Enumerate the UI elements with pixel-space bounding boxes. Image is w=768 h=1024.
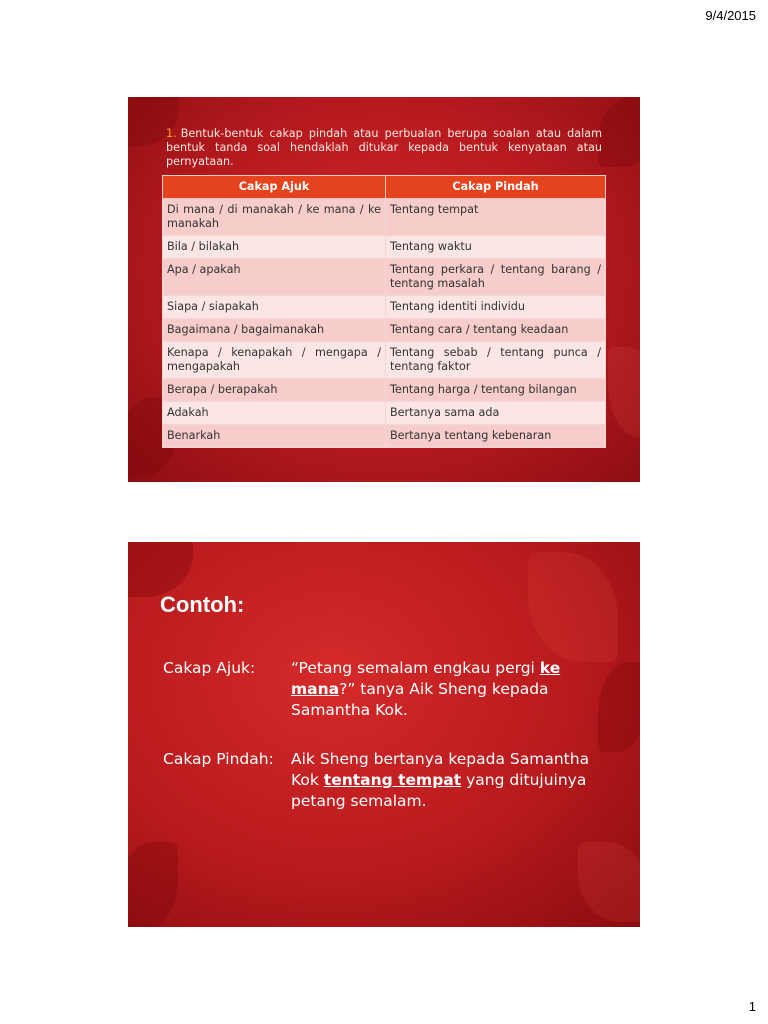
table-row	[163, 425, 606, 448]
table-row	[163, 296, 606, 319]
cell-pindah: Tentang perkara / tentang barang / tentang masalah	[386, 259, 606, 296]
cell-ajuk: Di mana / di manakah / ke mana / ke manakah	[163, 199, 386, 236]
cell-ajuk: Bila / bilakah	[163, 236, 386, 259]
cell-ajuk: Berapa / berapakah	[163, 379, 386, 402]
cakap-ajuk-text	[291, 658, 611, 721]
conversion-table	[162, 175, 606, 448]
text-segment: “Petang semalam engkau pergi	[291, 659, 540, 677]
cell-pindah: Tentang tempat	[386, 199, 606, 236]
cell-pindah: Tentang sebab / tentang punca / tentang faktor	[386, 342, 606, 379]
table-row	[163, 319, 606, 342]
leaf-decoration	[528, 552, 618, 662]
cell-pindah: Tentang cara / tentang keadaan	[386, 319, 606, 342]
leaf-decoration	[598, 97, 640, 167]
highlight-tentang-tempat: tentang tempat	[323, 771, 462, 789]
leaf-decoration	[128, 842, 178, 927]
text-segment: Aik Sheng bertanya kepada Samantha Kok	[291, 750, 590, 789]
table-row	[163, 402, 606, 425]
cakap-ajuk-label: Cakap Ajuk:	[163, 659, 256, 677]
cakap-pindah-label: Cakap Pindah:	[163, 750, 274, 768]
page-number: 1	[748, 999, 756, 1014]
table-row	[163, 379, 606, 402]
intro-paragraph	[166, 127, 602, 169]
cell-pindah: Tentang identiti individu	[386, 296, 606, 319]
cell-pindah: Bertanya sama ada	[386, 402, 606, 425]
intro-text: Bentuk-bentuk cakap pindah atau perbualan berupa soalan atau dalam bentuk tanda soal hendaklah ditukar kepada bentuk kenyataan atau pernyataan.	[166, 127, 602, 168]
slide-2	[128, 542, 640, 927]
slide-title: Contoh:	[160, 592, 245, 617]
slide-1	[128, 97, 640, 482]
cell-ajuk: Apa / apakah	[163, 259, 386, 296]
list-number: 1.	[166, 127, 177, 140]
cell-ajuk: Benarkah	[163, 425, 386, 448]
header-cakap-ajuk: Cakap Ajuk	[163, 176, 386, 199]
header-cakap-pindah: Cakap Pindah	[386, 176, 606, 199]
table-row	[163, 199, 606, 236]
cell-ajuk: Adakah	[163, 402, 386, 425]
cell-ajuk: Bagaimana / bagaimanakah	[163, 319, 386, 342]
cakap-pindah-text	[291, 749, 611, 812]
highlight-ke-mana: ke mana	[291, 659, 561, 698]
leaf-decoration	[128, 542, 193, 597]
cell-ajuk: Kenapa / kenapakah / mengapa / mengapakah	[163, 342, 386, 379]
page-date: 9/4/2015	[705, 8, 756, 23]
leaf-decoration	[578, 842, 640, 922]
cell-pindah: Tentang harga / tentang bilangan	[386, 379, 606, 402]
text-segment: yang ditujuinya petang semalam.	[291, 771, 587, 810]
table-header-row	[163, 176, 606, 199]
leaf-decoration	[608, 347, 640, 437]
cell-pindah: Bertanya tentang kebenaran	[386, 425, 606, 448]
text-segment: ?” tanya Aik Sheng kepada Samantha Kok.	[291, 680, 549, 719]
table-row	[163, 236, 606, 259]
table-row	[163, 259, 606, 296]
table-row	[163, 342, 606, 379]
cell-ajuk: Siapa / siapakah	[163, 296, 386, 319]
cell-pindah: Tentang waktu	[386, 236, 606, 259]
